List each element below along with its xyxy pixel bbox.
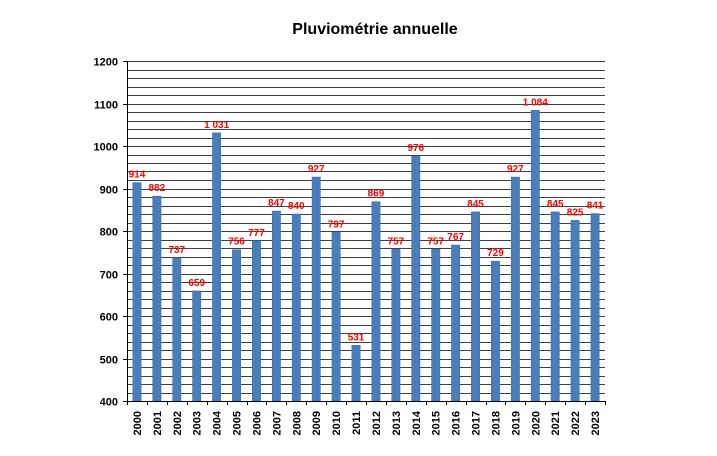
data-label-2016: 767 — [447, 232, 464, 244]
bar-2014 — [412, 156, 420, 401]
x-tick-label-2013: 2013 — [390, 411, 403, 436]
x-tick-label-2002: 2002 — [171, 411, 184, 436]
data-label-2001: 882 — [148, 183, 166, 195]
x-tick-label-2010: 2010 — [331, 411, 344, 436]
y-tick-label: 1000 — [93, 141, 118, 154]
bar-2019 — [511, 177, 519, 401]
bar-2010 — [332, 232, 340, 401]
data-label-2014: 976 — [407, 143, 425, 155]
x-tick-label-2021: 2021 — [550, 411, 563, 436]
data-label-2023: 841 — [586, 200, 604, 212]
y-tick-label: 600 — [99, 311, 118, 324]
y-tick-labels — [94, 57, 118, 409]
x-tick-label-2009: 2009 — [311, 411, 324, 436]
bar-2015 — [432, 249, 440, 401]
data-label-2010: 797 — [327, 219, 345, 231]
data-label-2017: 845 — [467, 198, 484, 210]
bar-2007 — [272, 211, 280, 401]
x-tick-label-2017: 2017 — [470, 411, 483, 436]
bar-2016 — [451, 245, 459, 401]
bar-2013 — [392, 249, 400, 401]
x-tick-label-2015: 2015 — [430, 411, 443, 436]
data-label-2019: 927 — [507, 164, 524, 176]
data-label-2022: 825 — [566, 207, 584, 219]
data-label-2004: 1 031 — [204, 119, 230, 131]
bar-2018 — [491, 261, 499, 401]
bar-2017 — [471, 212, 479, 401]
data-label-2003: 659 — [188, 277, 206, 289]
x-tick-label-2006: 2006 — [251, 411, 264, 436]
x-tick-label-2000: 2000 — [131, 411, 144, 436]
x-tick-label-2022: 2022 — [570, 411, 583, 436]
bar-2020 — [531, 110, 539, 401]
x-tick-label-2001: 2001 — [151, 411, 164, 436]
x-tick-label-2016: 2016 — [450, 411, 463, 436]
bar-2003 — [193, 291, 201, 401]
y-tick-label: 700 — [99, 269, 118, 282]
data-label-2007: 847 — [268, 198, 285, 210]
x-tick-label-2019: 2019 — [510, 411, 523, 436]
bar-2022 — [571, 220, 579, 401]
bar-2001 — [153, 196, 161, 401]
chart-title: Pluviométrie annuelle — [292, 21, 458, 38]
y-tick-label: 1200 — [93, 56, 118, 69]
x-tick-label-2023: 2023 — [590, 411, 603, 436]
x-tick-label-2004: 2004 — [211, 411, 224, 436]
x-tick-label-2012: 2012 — [370, 411, 383, 436]
bar-2023 — [591, 214, 599, 401]
data-label-2005: 756 — [228, 236, 245, 248]
bar-2002 — [173, 258, 181, 401]
bar-2011 — [352, 345, 360, 401]
data-label-2013: 757 — [387, 236, 405, 248]
data-label-2020: 1 084 — [522, 97, 548, 109]
y-tick-label: 500 — [99, 354, 118, 367]
bar-2012 — [372, 202, 380, 401]
bar-2004 — [212, 133, 220, 401]
data-label-2000: 914 — [128, 169, 146, 181]
data-label-2018: 729 — [487, 248, 504, 260]
x-tick-label-2020: 2020 — [530, 411, 543, 436]
x-tick-label-2018: 2018 — [490, 411, 503, 436]
x-tick-label-2007: 2007 — [271, 411, 284, 436]
x-tick-labels — [132, 410, 602, 435]
y-tick-label: 400 — [99, 396, 118, 409]
data-label-2002: 737 — [168, 244, 186, 256]
data-label-2021: 845 — [546, 198, 564, 210]
x-tick-label-2008: 2008 — [291, 411, 304, 436]
data-label-2012: 869 — [367, 188, 385, 200]
data-label-2009: 927 — [307, 164, 325, 176]
bars — [133, 110, 599, 401]
x-tick-label-2005: 2005 — [231, 411, 244, 436]
bar-2009 — [312, 177, 320, 401]
x-tick-label-2014: 2014 — [410, 411, 423, 436]
x-tick-label-2011: 2011 — [351, 411, 364, 435]
data-label-2015: 757 — [427, 236, 445, 248]
bar-2005 — [232, 250, 240, 401]
bar-2000 — [133, 183, 141, 401]
y-tick-label: 800 — [99, 226, 118, 239]
bar-2008 — [292, 214, 300, 401]
data-label-2011: 531 — [347, 332, 365, 344]
bar-2021 — [551, 212, 559, 401]
y-tick-label: 1100 — [94, 99, 118, 112]
bar-2006 — [252, 241, 260, 401]
data-label-2006: 777 — [248, 227, 265, 239]
x-tick-label-2003: 2003 — [191, 411, 204, 436]
data-label-2008: 840 — [287, 201, 305, 212]
y-tick-label: 900 — [99, 184, 118, 197]
